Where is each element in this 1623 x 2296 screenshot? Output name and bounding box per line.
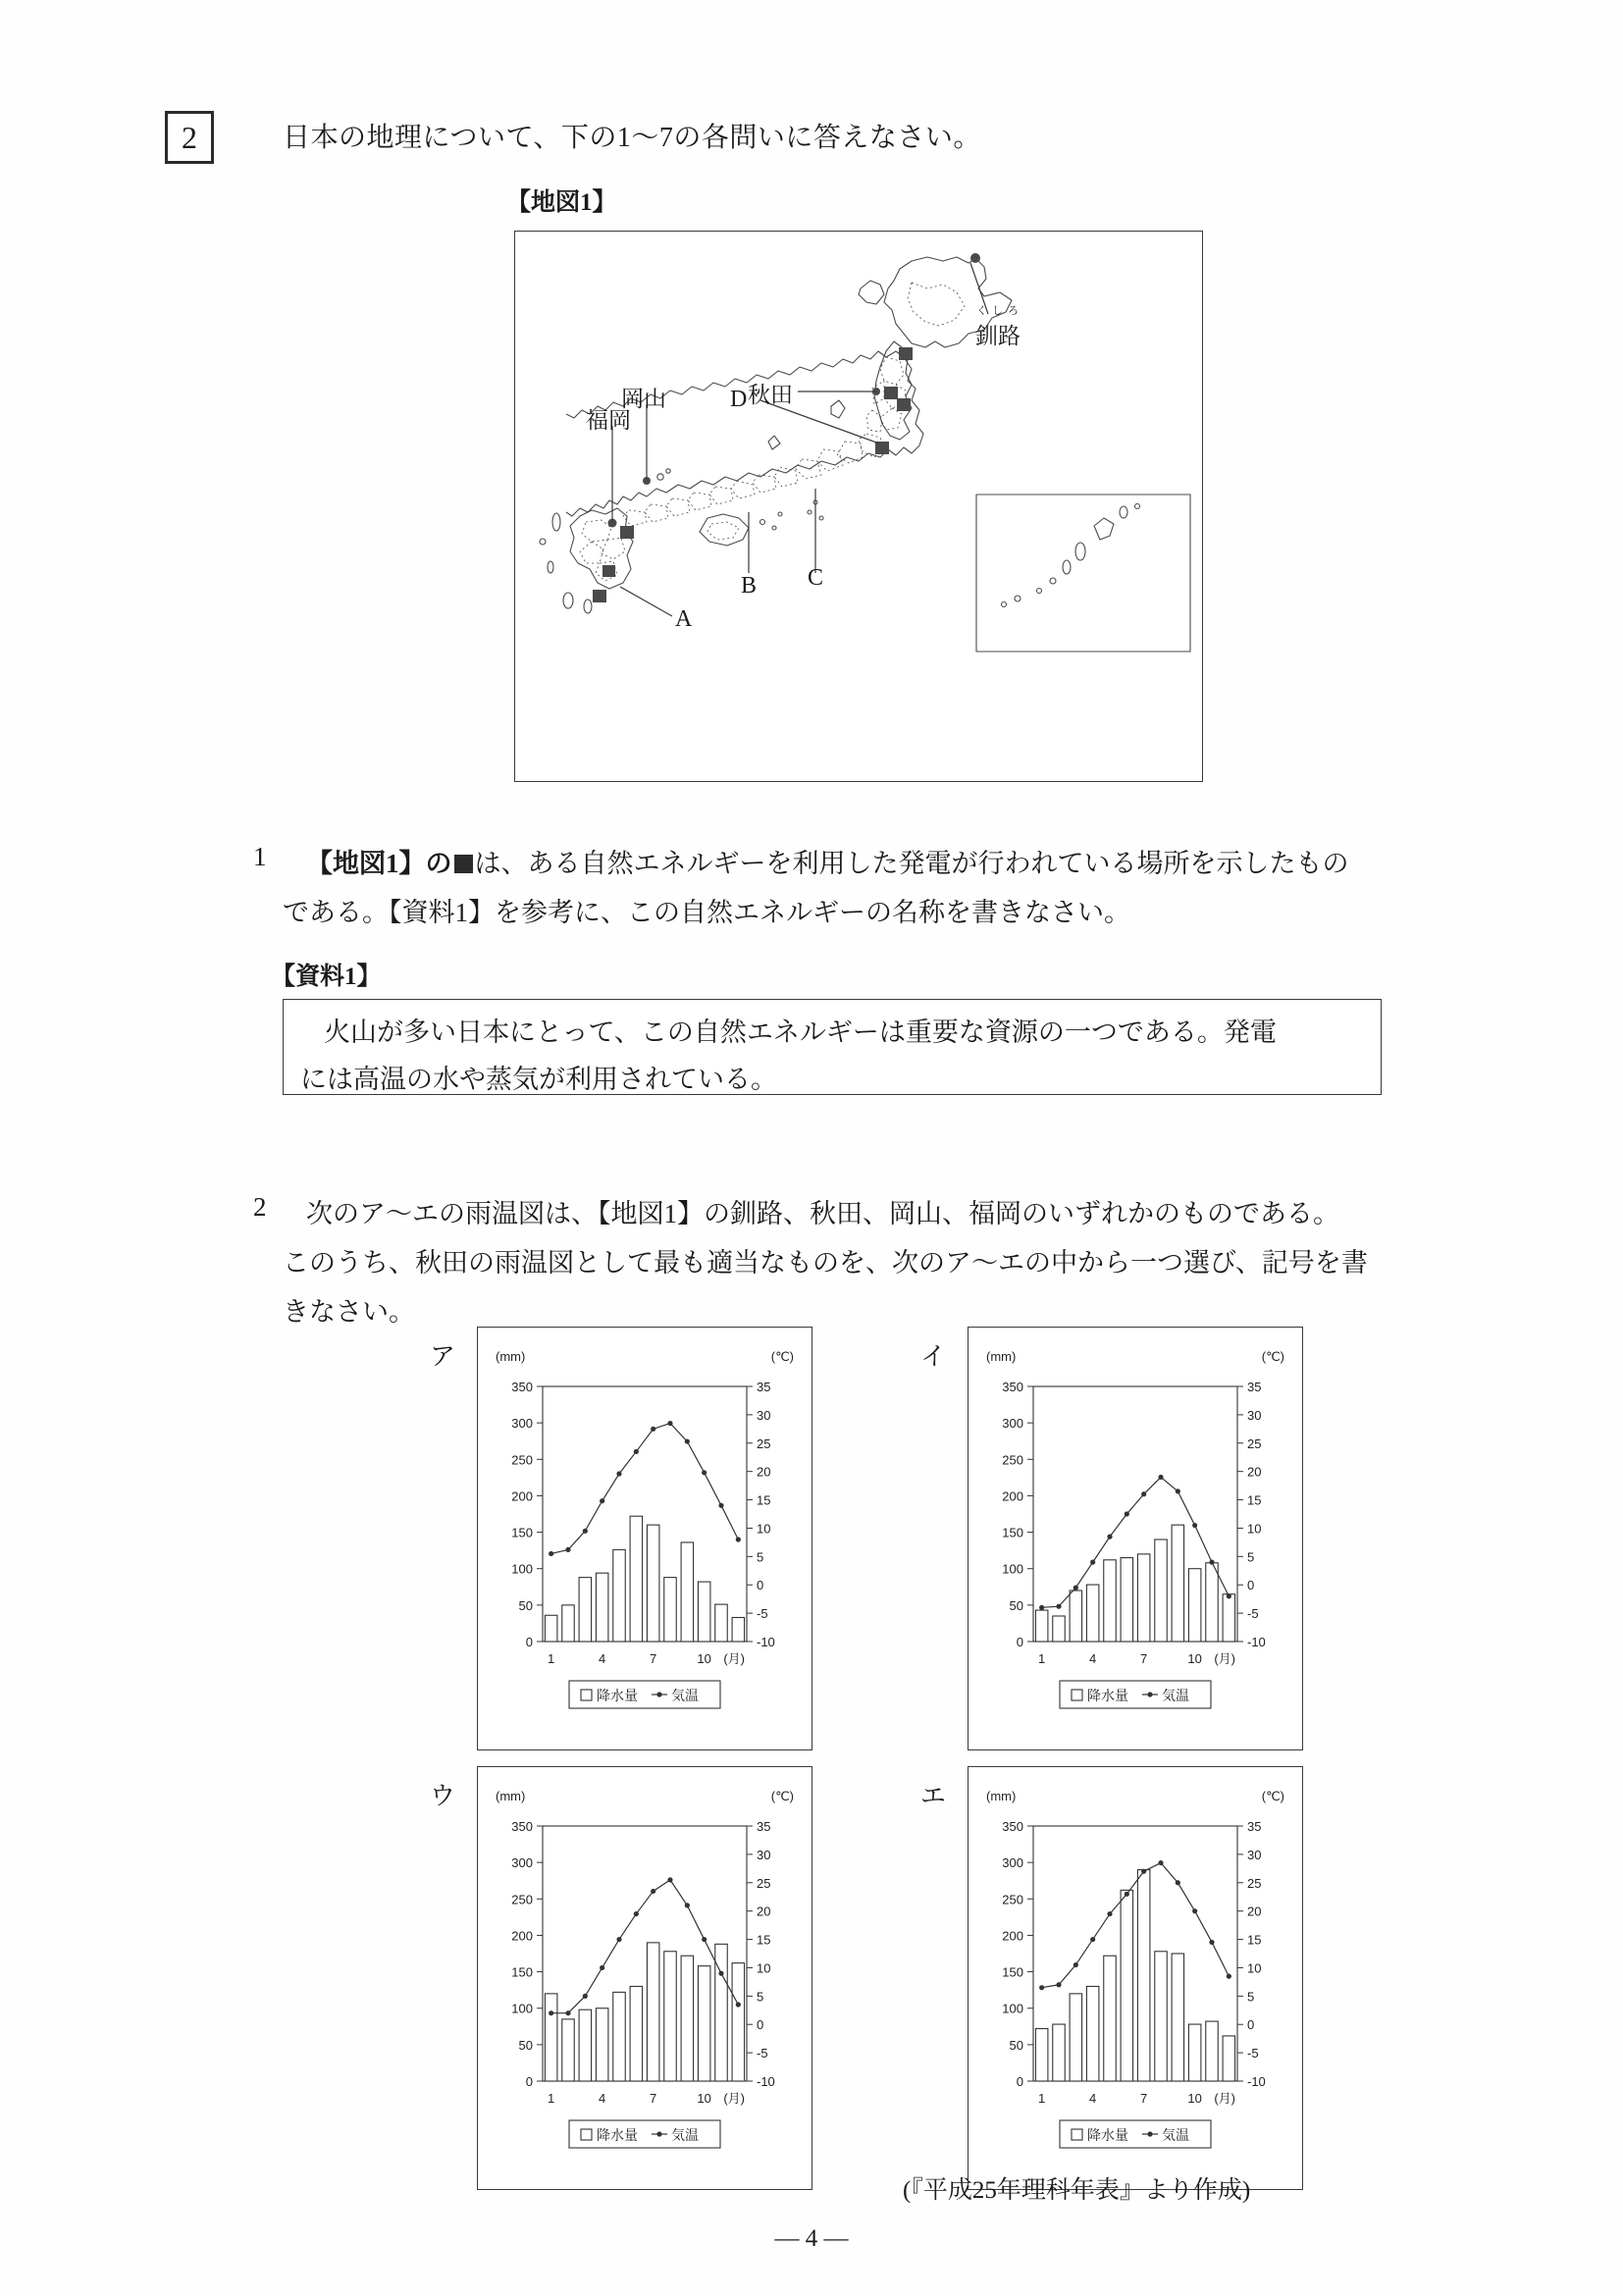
chart-a-bar [647, 1525, 658, 1642]
chart-c-y2tick: 30 [757, 1847, 771, 1862]
chart-d-legend-line-label: 気温 [1162, 2127, 1189, 2143]
chart-a-bar [579, 1578, 591, 1642]
chart-b-temperature-point [1125, 1511, 1129, 1516]
chart-a-temperature-point [565, 1547, 570, 1552]
chart-a-ytick: 250 [511, 1452, 533, 1468]
map-label-fukuoka: 福岡 [586, 408, 631, 433]
chart-c-y2tick: 20 [757, 1904, 771, 1919]
chart-b-temperature-point [1141, 1491, 1146, 1496]
chart-b-temperature-point [1090, 1560, 1095, 1565]
chart-a-ytick: 0 [525, 1635, 533, 1649]
chart-a-ytick: 300 [511, 1416, 533, 1432]
chart-d-xtick: 1 [1038, 2091, 1046, 2106]
climate-chart-a [477, 1327, 812, 1750]
chart-d-bar [1035, 2029, 1047, 2081]
chart-c-bar [562, 2019, 574, 2081]
chart-d-ytick: 100 [1002, 2001, 1023, 2016]
chart-b-y2tick: 15 [1247, 1492, 1262, 1508]
chart-d-bar [1053, 2024, 1065, 2081]
chart-a-xtick: 4 [599, 1651, 606, 1666]
chart-b-ylabel: (mm) [986, 1349, 1017, 1364]
chart-c-bar [596, 2009, 607, 2081]
question1-line2: である。【資料1】を参考に、この自然エネルギーの名称を書きなさい。 [283, 898, 1130, 927]
chart-b-temperature-point [1209, 1560, 1214, 1565]
chart-b-temperature-point [1056, 1604, 1061, 1609]
chart-d-temperature-point [1141, 1869, 1146, 1874]
chart-b-ytick: 150 [1002, 1525, 1023, 1540]
chart-c-temperature-point [667, 1877, 672, 1882]
chart-c-legend-bar-swatch [581, 2129, 592, 2140]
chart-c-temperature-point [634, 1911, 639, 1916]
question2-line2: このうち、秋田の雨温図として最も適当なものを、次のア～エの中から一つ選び、記号を書 [283, 1248, 1368, 1278]
chart-b-bar [1188, 1569, 1200, 1642]
chart-c-ytick: 350 [511, 1819, 533, 1834]
question-number-label: 2 [182, 120, 197, 155]
chart-d-bar [1155, 1952, 1167, 2081]
chart-a-ytick: 350 [511, 1380, 533, 1394]
chart-c-bar [698, 1966, 709, 2081]
chart-a-y2tick: 25 [757, 1435, 771, 1451]
chart-a-temperature-point [583, 1529, 588, 1534]
question2-line3: きなさい。 [283, 1297, 415, 1327]
chart-d-ytick: 0 [1016, 2074, 1023, 2089]
chart-d-temperature-line [1042, 1863, 1230, 1988]
chart-d-temperature-point [1090, 1937, 1095, 1942]
chart-b-ytick: 0 [1016, 1635, 1023, 1649]
chart-b-svg [969, 1328, 1302, 1749]
chart-d-xlabel: (月) [1214, 2091, 1235, 2106]
chart-b-ytick: 250 [1002, 1452, 1023, 1468]
chart-c-temperature-point [702, 1937, 707, 1942]
chart-d-temperature-point [1125, 1892, 1129, 1897]
map-leader-lines [612, 263, 988, 616]
chart-d-ytick: 200 [1002, 1928, 1023, 1944]
chart-b-bar [1206, 1563, 1218, 1642]
chart-d-y2tick: 20 [1247, 1904, 1262, 1919]
chart-b-bar [1035, 1610, 1047, 1642]
chart-a-temperature-point [667, 1421, 672, 1426]
chart-b-xtick: 1 [1038, 1651, 1046, 1666]
chart-c-temperature-point [685, 1903, 690, 1907]
chart-b-legend-line-label: 気温 [1162, 1688, 1189, 1703]
chart-b-temperature-point [1107, 1535, 1112, 1539]
chart-c-bar [630, 1986, 642, 2081]
chart-c-temperature-point [565, 2010, 570, 2015]
chart-b-bar [1137, 1554, 1149, 1642]
chart-a-y2tick: -5 [757, 1606, 768, 1622]
chart-a-y2tick: 5 [757, 1549, 764, 1565]
chart-c-xtick: 4 [599, 2091, 606, 2106]
chart-c-bar [545, 1994, 556, 2081]
chart-d-temperature-point [1073, 1962, 1078, 1967]
chart-d-ylabel: (mm) [986, 1789, 1017, 1803]
chart-c-bar [664, 1952, 676, 2081]
chart-a-y2tick: -10 [757, 1635, 775, 1649]
question2-line1: 次のア～エの雨温図は、【地図1】の釧路、秋田、岡山、福岡のいずれかのものである。 [306, 1199, 1339, 1228]
chart-a-temperature-point [685, 1438, 690, 1443]
chart-a-temperature-point [718, 1503, 723, 1508]
chart-a-y2label: (℃) [770, 1349, 794, 1364]
chart-b-bar [1086, 1585, 1098, 1642]
chart-c-y2tick: -10 [757, 2074, 775, 2089]
chart-a-bar [613, 1549, 625, 1642]
chart-d-bar [1070, 1994, 1081, 2081]
chart-a-bar [698, 1582, 709, 1642]
chart-a-plot-frame [543, 1386, 747, 1642]
shiryou1-label: 【資料1】 [271, 964, 382, 990]
chart-c-temperature-point [549, 2010, 553, 2015]
chart-b-bar [1172, 1525, 1183, 1642]
chart-a-xtick: 10 [697, 1651, 711, 1666]
chart-d-y2label: (℃) [1261, 1789, 1284, 1803]
chart-b-y2tick: 25 [1247, 1435, 1262, 1451]
chart-c-xtick: 7 [650, 2091, 657, 2106]
chart-letter-a: ア [430, 1342, 456, 1371]
chart-d-y2tick: -10 [1247, 2074, 1266, 2089]
chart-a-bar [596, 1573, 607, 1642]
chart-a-svg [478, 1328, 812, 1749]
question1-line1-before: 【地図1】の [306, 849, 452, 878]
chart-d-ytick: 350 [1002, 1819, 1023, 1834]
chart-a-ytick: 100 [511, 1561, 533, 1577]
chart-a-bar [664, 1578, 676, 1642]
chart-b-temperature-point [1227, 1593, 1231, 1598]
chart-d-legend-bar-label: 降水量 [1087, 2127, 1128, 2143]
chart-c-y2tick: 0 [757, 2017, 764, 2033]
chart-d-y2tick: 10 [1247, 1960, 1262, 1976]
chart-d-legend-bar-swatch [1072, 2129, 1082, 2140]
chart-d-temperature-point [1176, 1880, 1180, 1885]
chart-b-ytick: 100 [1002, 1561, 1023, 1577]
chart-c-y2tick: 5 [757, 1989, 764, 2005]
chart-b-xlabel: (月) [1214, 1651, 1235, 1666]
chart-a-legend-line-label: 気温 [671, 1688, 699, 1703]
chart-a-temperature-point [549, 1551, 553, 1556]
chart-c-y2tick: 35 [757, 1819, 771, 1834]
climate-chart-c [477, 1766, 812, 2190]
japan-map-svg [515, 232, 1202, 781]
chart-b-legend-bar-swatch [1072, 1690, 1082, 1700]
question2-number: 2 [253, 1192, 267, 1222]
chart-d-temperature-point [1056, 1982, 1061, 1987]
chart-a-bar [562, 1605, 574, 1642]
climate-chart-b [968, 1327, 1303, 1750]
chart-b-y2label: (℃) [1261, 1349, 1284, 1364]
chart-b-y2tick: 35 [1247, 1380, 1262, 1394]
chart-c-bar [647, 1943, 658, 2081]
chart-a-y2tick: 10 [757, 1521, 771, 1537]
chart-a-bar [732, 1617, 744, 1642]
chart-b-legend-bar-label: 降水量 [1087, 1688, 1128, 1703]
chart-a-ytick: 200 [511, 1488, 533, 1504]
chart-a-bar [681, 1542, 693, 1642]
chart-b-bar [1155, 1539, 1167, 1642]
map-figure [514, 231, 1203, 782]
chart-c-ytick: 0 [525, 2074, 533, 2089]
chart-d-bar [1223, 2036, 1234, 2081]
chart-b-temperature-point [1158, 1475, 1163, 1480]
chart-a-temperature-point [634, 1449, 639, 1454]
question1-number: 1 [253, 842, 267, 871]
page-number: — 4 — [774, 2225, 849, 2252]
chart-d-svg [969, 1767, 1302, 2189]
chart-a-y2tick: 20 [757, 1464, 771, 1480]
chart-c-temperature-point [616, 1937, 621, 1942]
chart-a-bar [545, 1615, 556, 1642]
chart-a-bar [630, 1516, 642, 1642]
chart-c-legend-bar-label: 降水量 [597, 2127, 638, 2143]
chart-b-ytick: 50 [1009, 1597, 1023, 1613]
chart-d-y2tick: 25 [1247, 1875, 1262, 1891]
chart-a-y2tick: 30 [757, 1407, 771, 1423]
source-note: (『平成25年理科年表』より作成) [903, 2177, 1251, 2204]
chart-a-temperature-line [551, 1424, 739, 1554]
chart-c-y2tick: -5 [757, 2046, 768, 2061]
chart-d-y2tick: 5 [1247, 1989, 1255, 2005]
chart-d-y2tick: 35 [1247, 1819, 1262, 1834]
chart-d-ytick: 250 [1002, 1892, 1023, 1907]
chart-a-xtick: 1 [548, 1651, 555, 1666]
chart-c-xlabel: (月) [723, 2091, 745, 2106]
chart-a-ytick: 50 [518, 1597, 533, 1613]
chart-c-svg [478, 1767, 812, 2189]
chart-letter-c: ウ [430, 1782, 456, 1810]
chart-d-temperature-point [1039, 1985, 1044, 1990]
chart-c-y2tick: 25 [757, 1875, 771, 1891]
chart-a-y2tick: 35 [757, 1380, 771, 1394]
chart-d-bar [1086, 1986, 1098, 2081]
chart-a-temperature-point [702, 1470, 707, 1475]
chart-c-ytick: 200 [511, 1928, 533, 1944]
chart-c-temperature-point [600, 1965, 604, 1970]
chart-b-ytick: 200 [1002, 1488, 1023, 1504]
chart-d-bar [1188, 2024, 1200, 2081]
chart-d-temperature-point [1158, 1860, 1163, 1865]
chart-c-xtick: 1 [548, 2091, 555, 2106]
chart-a-legend-bar-label: 降水量 [597, 1688, 638, 1703]
chart-d-ytick: 50 [1009, 2037, 1023, 2053]
chart-d-y2tick: 0 [1247, 2017, 1255, 2033]
climate-chart-d [968, 1766, 1303, 2190]
chart-b-xtick: 10 [1187, 1651, 1202, 1666]
question-number-box [165, 111, 214, 164]
chart-b-bar [1223, 1594, 1234, 1642]
chart-a-bar [715, 1604, 727, 1642]
chart-b-y2tick: 20 [1247, 1464, 1262, 1480]
chart-b-temperature-point [1039, 1605, 1044, 1610]
chart-d-temperature-point [1107, 1911, 1112, 1916]
chart-a-temperature-point [651, 1427, 655, 1432]
chart-b-bar [1070, 1591, 1081, 1642]
chart-b-y2tick: -5 [1247, 1606, 1259, 1622]
chart-c-ytick: 300 [511, 1855, 533, 1871]
chart-d-y2tick: -5 [1247, 2046, 1259, 2061]
map-caption: 【地図1】 [506, 189, 617, 216]
chart-b-bar [1121, 1558, 1132, 1642]
chart-b-temperature-point [1192, 1523, 1197, 1528]
chart-a-temperature-point [600, 1498, 604, 1503]
chart-b-y2tick: 30 [1247, 1407, 1262, 1423]
chart-b-xtick: 4 [1089, 1651, 1097, 1666]
chart-c-ytick: 100 [511, 2001, 533, 2016]
chart-d-y2tick: 15 [1247, 1932, 1262, 1948]
shiryou1-line1: 火山が多い日本にとって、この自然エネルギーは重要な資源の一つである。発電 [324, 1018, 1277, 1047]
black-square-symbol [454, 855, 473, 873]
chart-letter-b: イ [920, 1342, 947, 1371]
chart-d-temperature-point [1192, 1908, 1197, 1913]
chart-a-ylabel: (mm) [496, 1349, 526, 1364]
chart-c-temperature-point [736, 2002, 741, 2007]
map-label-kushiro-furigana: くしろ [976, 305, 1023, 317]
chart-d-ytick: 150 [1002, 1964, 1023, 1980]
question1-line1 [306, 842, 1349, 880]
chart-b-y2tick: 10 [1247, 1521, 1262, 1537]
page-title: 日本の地理について、下の1～7の各問いに答えなさい。 [283, 123, 981, 153]
map-label-akita: 秋田 [748, 383, 793, 407]
map-label-point-a: A [675, 606, 693, 632]
chart-a-legend-bar-swatch [581, 1690, 592, 1700]
chart-c-bar [613, 1992, 625, 2081]
chart-c-temperature-point [651, 1889, 655, 1894]
chart-a-y2tick: 15 [757, 1492, 771, 1508]
map-label-kushiro: 釧路 [975, 324, 1021, 348]
chart-d-temperature-point [1209, 1940, 1214, 1945]
chart-b-temperature-point [1176, 1488, 1180, 1493]
chart-c-temperature-point [583, 1994, 588, 1999]
chart-c-ylabel: (mm) [496, 1789, 526, 1803]
chart-b-y2tick: -10 [1247, 1635, 1266, 1649]
chart-b-ytick: 300 [1002, 1416, 1023, 1432]
chart-c-ytick: 250 [511, 1892, 533, 1907]
chart-d-bar [1104, 1956, 1116, 2081]
map-label-kushiro-group [972, 302, 1023, 350]
map-label-point-d: D [730, 387, 748, 412]
chart-c-bar [681, 1956, 693, 2081]
chart-d-bar [1172, 1954, 1183, 2081]
map-label-okayama: 岡山 [621, 387, 666, 411]
chart-d-bar [1206, 2021, 1218, 2081]
chart-d-ytick: 300 [1002, 1855, 1023, 1871]
chart-a-y2tick: 0 [757, 1578, 764, 1593]
chart-c-xtick: 10 [697, 2091, 711, 2106]
chart-a-temperature-point [616, 1471, 621, 1476]
chart-d-y2tick: 30 [1247, 1847, 1262, 1862]
chart-c-bar [732, 1963, 744, 2081]
chart-d-xtick: 4 [1089, 2091, 1097, 2106]
chart-letter-d: エ [920, 1782, 947, 1810]
chart-d-bar [1121, 1890, 1132, 2081]
chart-c-y2tick: 10 [757, 1960, 771, 1976]
chart-d-bar [1137, 1870, 1149, 2081]
chart-a-xlabel: (月) [723, 1651, 745, 1666]
chart-b-temperature-point [1073, 1586, 1078, 1591]
shiryou1-line2: には高温の水や蒸気が利用されている。 [300, 1065, 777, 1094]
chart-b-xtick: 7 [1140, 1651, 1148, 1666]
map-label-point-c: C [808, 565, 824, 591]
chart-c-legend-line-label: 気温 [671, 2127, 699, 2143]
chart-c-ytick: 150 [511, 1964, 533, 1980]
chart-a-ytick: 150 [511, 1525, 533, 1540]
chart-b-bar [1053, 1616, 1065, 1642]
map-label-point-b: B [741, 573, 758, 599]
chart-d-xtick: 7 [1140, 2091, 1148, 2106]
chart-b-y2tick: 0 [1247, 1578, 1255, 1593]
chart-b-y2tick: 5 [1247, 1549, 1255, 1565]
chart-a-xtick: 7 [650, 1651, 657, 1666]
chart-c-y2label: (℃) [770, 1789, 794, 1803]
chart-a-temperature-point [736, 1537, 741, 1541]
chart-b-bar [1104, 1560, 1116, 1642]
chart-d-temperature-point [1227, 1974, 1231, 1979]
chart-c-ytick: 50 [518, 2037, 533, 2053]
chart-c-y2tick: 15 [757, 1932, 771, 1948]
chart-c-temperature-point [718, 1971, 723, 1976]
chart-d-xtick: 10 [1187, 2091, 1202, 2106]
chart-b-ytick: 350 [1002, 1380, 1023, 1394]
question1-line1-after: は、ある自然エネルギーを利用した発電が行われている場所を示したもの [474, 849, 1349, 878]
chart-c-bar [579, 2009, 591, 2081]
